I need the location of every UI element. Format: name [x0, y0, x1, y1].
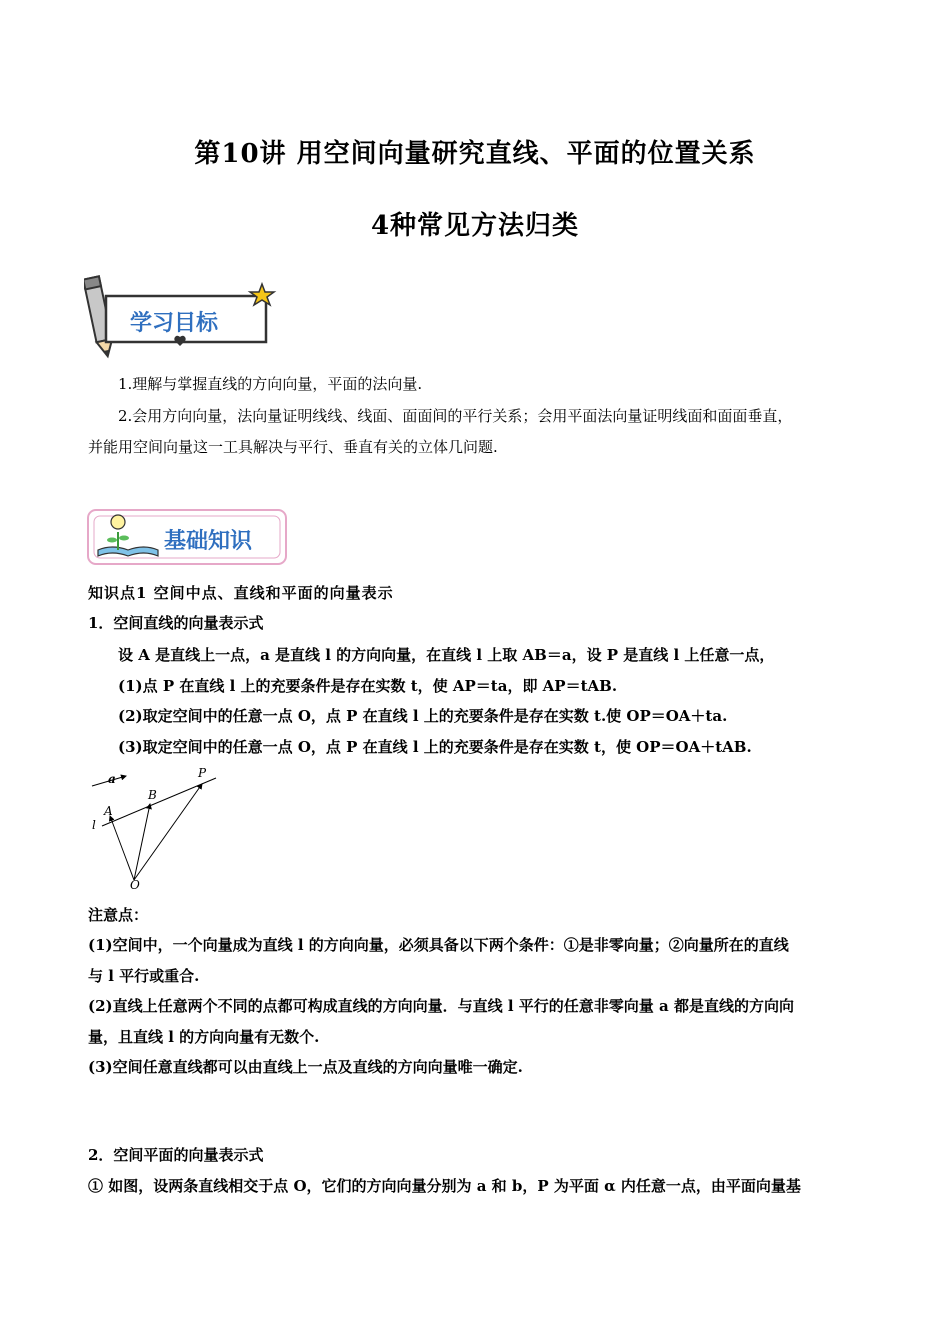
vector-OA: [110, 816, 134, 880]
page-subtitle: 4种常见方法归类: [370, 211, 580, 241]
note-3: (3)空间任意直线都可以由直线上一点及直线的方向向量唯一确定.: [88, 1058, 523, 1076]
goals-badge-label: 学习目标: [130, 311, 219, 336]
label-a: a: [108, 772, 116, 786]
label-O: O: [130, 878, 140, 892]
goal-item-2a: 2.会用方向向量，法向量证明线线、线面、面面间的平行关系；会用平面法向量证明线面和面面垂直，: [118, 407, 793, 425]
label-B: B: [148, 788, 157, 802]
label-A: A: [104, 804, 113, 818]
note-1b: 与 l 平行或重合.: [88, 967, 200, 985]
knowledge-badge: [86, 506, 292, 568]
line-d: (3)取定空间中的任意一点 O，点 P 在直线 l 上的充要条件是存在实数 t，使 OP＝OA＋tAB.: [118, 738, 752, 756]
knowledge-badge-label: 基础知识: [164, 529, 253, 554]
subsection-2-line: ① 如图，设两条直线相交于点 O，它们的方向向量分别为 a 和 b，P 为平面 α 内任意一点，由平面向量基: [88, 1177, 801, 1195]
line-vector-figure: [86, 764, 226, 894]
label-P: P: [198, 766, 207, 780]
note-1a: (1)空间中，一个向量成为直线 l 的方向向量，必须具备以下两个条件：①是非零向量；②向量所在的直线: [88, 936, 789, 954]
knowledge-point-1-title: 知识点1 空间中点、直线和平面的向量表示: [88, 584, 394, 602]
note-2a: (2)直线上任意两个不同的点都可构成直线的方向向量．与直线 l 平行的任意非零向量 a 都是直线的方向向: [88, 997, 794, 1015]
page-title: 第10讲 用空间向量研究直线、平面的位置关系: [194, 139, 756, 169]
goal-item-1: 1.理解与掌握直线的方向向量，平面的法向量.: [118, 375, 423, 393]
note-title: 注意点：: [88, 906, 149, 924]
note-2b: 量，且直线 l 的方向向量有无数个.: [88, 1028, 320, 1046]
line-a: 设 A 是直线上一点，a 是直线 l 的方向向量，在直线 l 上取 AB＝a，设 P 是直线 l 上任意一点，: [118, 646, 775, 664]
subsection-1-title: 1．空间直线的向量表示式: [88, 614, 264, 632]
goal-item-2b: 并能用空间向量这一工具解决与平行、垂直有关的立体几问题.: [88, 438, 498, 456]
label-l: l: [92, 818, 96, 832]
line-c: (2)取定空间中的任意一点 O，点 P 在直线 l 上的充要条件是存在实数 t.使 OP＝OA＋ta.: [118, 707, 728, 725]
subsection-2-title: 2．空间平面的向量表示式: [88, 1146, 264, 1164]
goals-badge: [84, 270, 284, 360]
line-l: [102, 778, 216, 826]
line-b: (1)点 P 在直线 l 上的充要条件是存在实数 t，使 AP＝ta，即 AP＝tAB.: [118, 677, 618, 695]
